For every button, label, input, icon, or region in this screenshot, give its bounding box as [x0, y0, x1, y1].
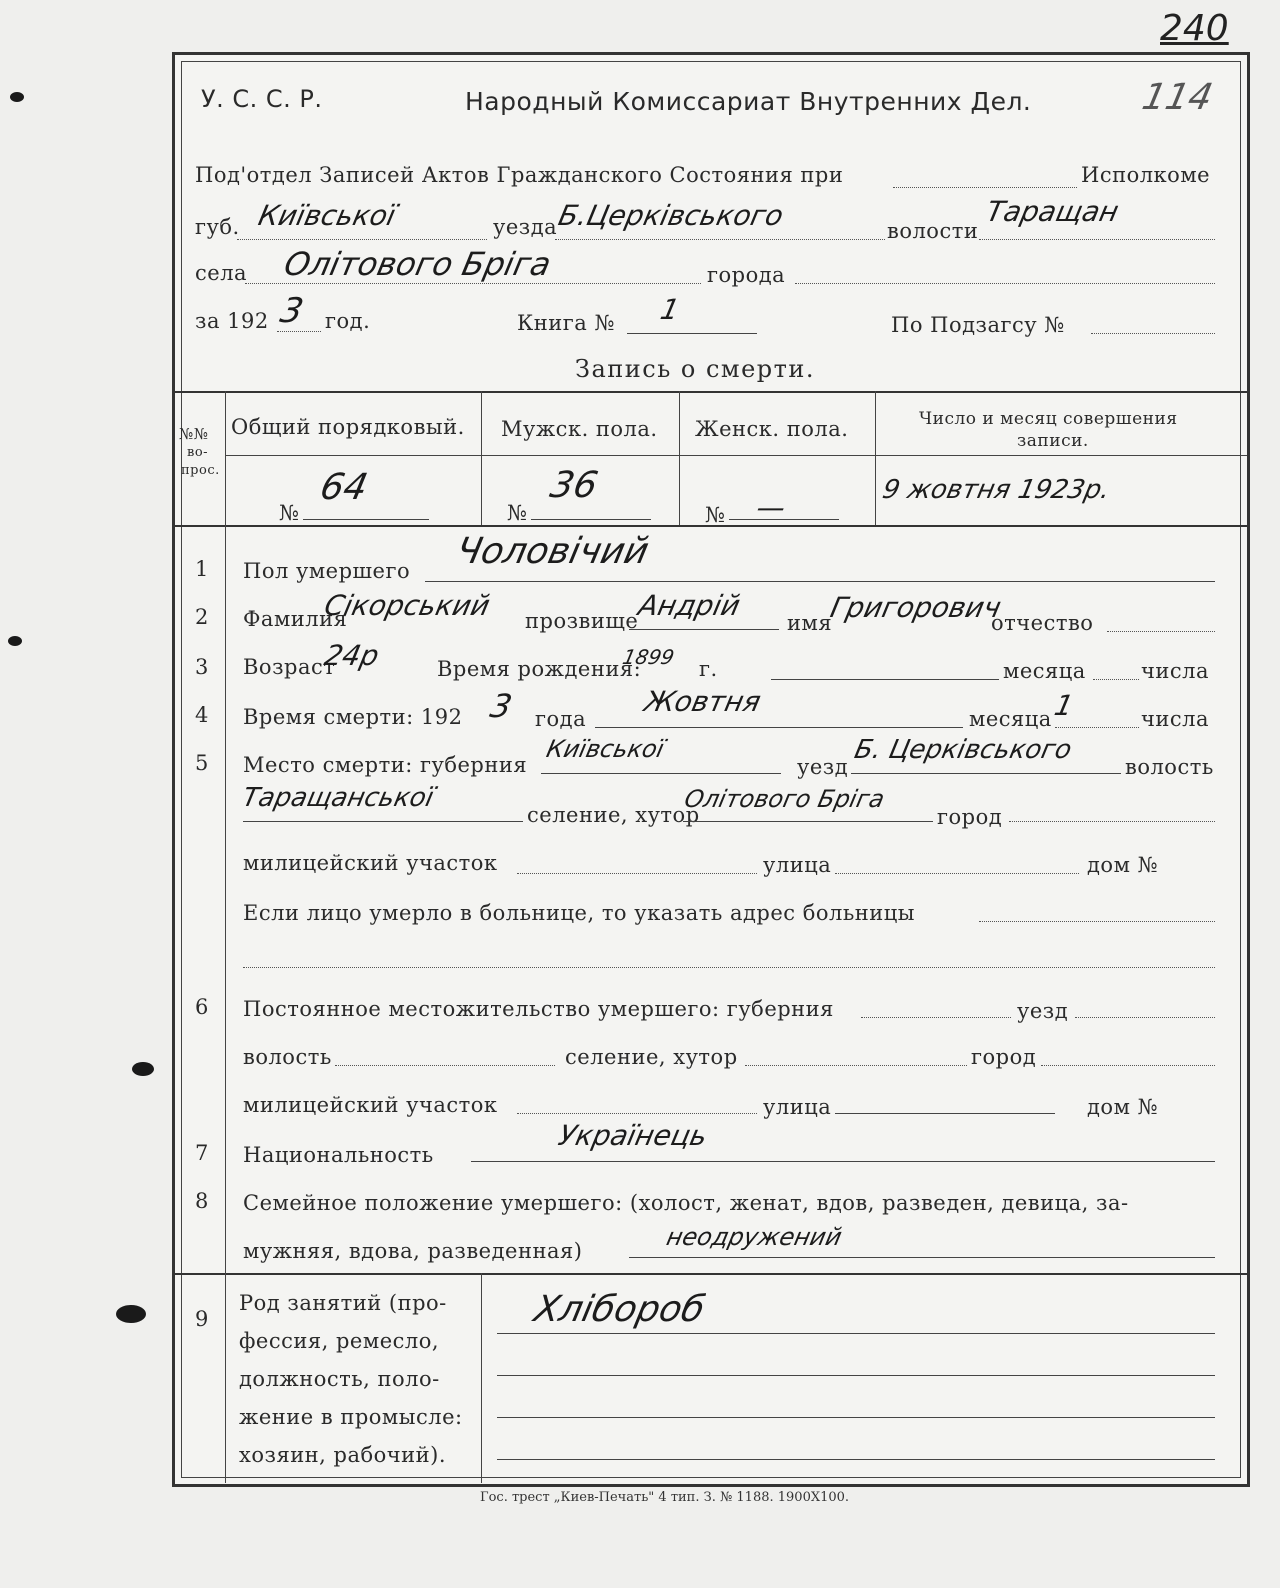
- ussr-label: У. С. С. Р.: [201, 85, 323, 113]
- residence-uezd-label: уезд: [1017, 999, 1069, 1023]
- col-divider: [225, 391, 226, 525]
- occupation-line: [497, 1417, 1215, 1418]
- hospital-label: Если лицо умерло в больнице, то указать адрес больницы: [243, 901, 915, 925]
- commissariat-title: Народный Комиссариат Внутренних Дел.: [465, 87, 1032, 116]
- death-militia-label: милицейский участок: [243, 851, 498, 875]
- death-selenie-value: Олітового Бріга: [682, 785, 887, 813]
- death-gub-line: [541, 773, 781, 774]
- row-number: 9: [195, 1307, 209, 1331]
- general-num-sign: №: [279, 501, 300, 525]
- row-number: 1: [195, 557, 209, 581]
- occupation-label: хозяин, рабочий).: [239, 1443, 447, 1467]
- death-gorod-line: [1009, 821, 1215, 822]
- nationality-line: [471, 1161, 1215, 1162]
- gorod-label: города: [707, 263, 786, 287]
- general-number-value: 64: [316, 467, 372, 508]
- birth-day-label: числа: [1141, 659, 1210, 683]
- printer-footer: Гос. трест „Киев-Печать" 4 тип. З. № 1188. 1900Х100.: [480, 1490, 850, 1505]
- occupation-label: фессия, ремесло,: [239, 1329, 440, 1353]
- gub-line: [237, 239, 487, 240]
- table-top-rule: [175, 391, 1247, 393]
- residence-selenie-line: [745, 1065, 967, 1066]
- name-label: имя: [787, 611, 833, 635]
- death-selenie-line: [683, 821, 933, 822]
- hospital-line-2: [243, 967, 1215, 968]
- death-gub-value: Київської: [544, 735, 667, 763]
- death-gorod-label: город: [937, 805, 1003, 829]
- sex-line: [425, 581, 1215, 582]
- kniga-value: 1: [657, 293, 683, 326]
- record-date-value: 9 жовтня 1923р.: [879, 475, 1113, 505]
- patronymic-line: [1107, 631, 1215, 632]
- birth-label: Время рождения:: [437, 657, 642, 681]
- male-num-sign: №: [507, 501, 528, 525]
- residence-house-label: дом №: [1087, 1095, 1158, 1119]
- death-record-form: [172, 52, 1250, 1487]
- residence-uezd-line: [1075, 1017, 1215, 1018]
- birth-month-label: месяца: [1003, 659, 1086, 683]
- row-number: 4: [195, 703, 209, 727]
- residence-gub-line: [861, 1017, 1011, 1018]
- binder-hole: [116, 1305, 146, 1323]
- death-street-line: [835, 873, 1079, 874]
- general-num-line: [303, 519, 429, 520]
- surname-value: Сікорський: [321, 589, 493, 622]
- kniga-line: [627, 333, 757, 334]
- selo-label: села: [195, 261, 248, 285]
- sex-label: Пол умершего: [243, 559, 411, 583]
- volost-label: волости: [887, 219, 979, 243]
- residence-gorod-line: [1041, 1065, 1215, 1066]
- death-day-label: числа: [1141, 707, 1210, 731]
- female-number-value: —: [753, 491, 789, 524]
- death-house-label: дом №: [1087, 853, 1158, 877]
- female-num-line: [729, 519, 839, 520]
- nickname-label: прозвище: [525, 609, 639, 633]
- col-header-date: Число и месяц совершения: [919, 409, 1178, 429]
- binder-hole: [8, 636, 22, 646]
- volost-line: [979, 239, 1215, 240]
- residence-volost-line: [335, 1065, 555, 1066]
- hospital-line: [979, 921, 1215, 922]
- col-divider: [481, 391, 482, 525]
- nationality-label: Национальность: [243, 1143, 434, 1167]
- death-goda-label: года: [535, 707, 587, 731]
- kniga-label: Книга №: [517, 311, 615, 335]
- death-day-value: 1: [1051, 689, 1077, 722]
- sex-value: Чоловічий: [452, 531, 653, 572]
- nn-label: №№: [179, 425, 209, 443]
- residence-label: Постоянное местожительство умершего: губерния: [243, 997, 834, 1021]
- occupation-line: [497, 1375, 1215, 1376]
- death-street-label: улица: [763, 853, 832, 877]
- residence-gorod-label: город: [971, 1045, 1037, 1069]
- residence-militia-line: [517, 1113, 757, 1114]
- uezd-line: [555, 239, 885, 240]
- gub-label: губ.: [195, 215, 240, 239]
- birth-month-line: [771, 679, 999, 680]
- occupation-label: должность, поло-: [239, 1367, 440, 1391]
- death-month-line: [595, 727, 963, 728]
- nn-label: прос.: [181, 463, 220, 478]
- death-month-value: Жовтня: [641, 685, 764, 718]
- occupation-top-rule: [175, 1273, 1247, 1275]
- gorod-line: [795, 283, 1215, 284]
- death-uezd-value: Б. Церківського: [851, 735, 1075, 765]
- female-num-sign: №: [705, 503, 726, 527]
- death-volost-line: [243, 821, 523, 822]
- year-line: [277, 331, 321, 332]
- col-header-female: Женск. пола.: [695, 417, 849, 441]
- residence-militia-label: милицейский участок: [243, 1093, 498, 1117]
- death-time-label: Время смерти: 192: [243, 705, 463, 729]
- table-body-rule: [175, 525, 1247, 527]
- row-number: 8: [195, 1189, 209, 1213]
- nickname-line: [629, 629, 779, 630]
- birth-year-value: 1899: [620, 645, 677, 669]
- death-uezd-label: уезд: [797, 755, 849, 779]
- corner-mark: 114: [1138, 77, 1217, 118]
- occupation-label: жение в промысле:: [239, 1405, 463, 1429]
- patronymic-label: отчество: [991, 611, 1094, 635]
- row-number: 6: [195, 995, 209, 1019]
- row-number: 7: [195, 1141, 209, 1165]
- nickname-value: Андрій: [635, 589, 744, 622]
- binder-hole: [10, 92, 24, 102]
- nn-label: во-: [187, 445, 209, 460]
- volost-value: Таращан: [983, 195, 1122, 228]
- occupation-label: Род занятий (про-: [239, 1291, 447, 1315]
- col-header-male: Мужск. пола.: [501, 417, 658, 441]
- record-title: Запись о смерти.: [575, 355, 816, 383]
- death-volost-value: Таращанської: [239, 783, 437, 813]
- god-label: год.: [325, 309, 371, 333]
- male-number-value: 36: [546, 465, 602, 506]
- death-month-label: месяца: [969, 707, 1052, 731]
- ispolkom-line: [893, 187, 1077, 188]
- residence-street-line: [835, 1113, 1055, 1114]
- birth-g-label: г.: [699, 657, 718, 681]
- number-column-divider: [225, 525, 226, 1273]
- name-value: Григорович: [827, 591, 1005, 624]
- residence-selenie-label: селение, хутор: [565, 1045, 738, 1069]
- header-mid-rule: [225, 455, 1247, 456]
- binder-hole: [132, 1062, 154, 1076]
- selo-line: [245, 283, 701, 284]
- death-uezd-line: [851, 773, 1121, 774]
- occupation-label-divider: [481, 1273, 482, 1483]
- subdept-label: Под'отдел Записей Актов Гражданского Состояния при: [195, 163, 844, 187]
- death-day-line: [1055, 727, 1139, 728]
- marital-label-2: мужняя, вдова, разведенная): [243, 1239, 583, 1263]
- uezd-label: уезда: [493, 215, 558, 239]
- male-num-line: [531, 519, 651, 520]
- death-place-label: Место смерти: губерния: [243, 753, 528, 777]
- podzags-line: [1091, 333, 1215, 334]
- col-divider: [875, 391, 876, 525]
- age-value: 24р: [321, 639, 382, 672]
- occupation-value: Хлібороб: [530, 1289, 709, 1330]
- surname-label: Фамилия: [243, 607, 348, 631]
- nationality-value: Українець: [555, 1119, 711, 1152]
- death-year-value: 3: [486, 687, 516, 725]
- gub-value: Київської: [255, 199, 399, 232]
- marital-label: Семейное положение умершего: (холост, женат, вдов, разведен, девица, за-: [243, 1191, 1129, 1215]
- occupation-line: [497, 1459, 1215, 1460]
- uezd-value: Б.Церківського: [555, 199, 787, 232]
- death-selenie-label: селение, хутор: [527, 803, 700, 827]
- podzags-label: По Подзагсу №: [891, 313, 1065, 337]
- row-number: 5: [195, 751, 209, 775]
- row-number: 3: [195, 655, 209, 679]
- ispolkom-label: Исполкоме: [1081, 163, 1211, 187]
- col-divider: [679, 391, 680, 525]
- page-number: 240: [1160, 8, 1229, 49]
- col-header-date-2: записи.: [1017, 431, 1089, 451]
- death-volost-label: волость: [1125, 755, 1214, 779]
- birth-day-line: [1093, 679, 1139, 680]
- residence-street-label: улица: [763, 1095, 832, 1119]
- residence-volost-label: волость: [243, 1045, 332, 1069]
- year-label: за 192: [195, 309, 269, 333]
- occupation-line: [497, 1333, 1215, 1334]
- col-header-general: Общий порядковый.: [231, 415, 465, 439]
- age-label: Возраст: [243, 655, 336, 679]
- marital-line: [629, 1257, 1215, 1258]
- marital-value: неодружений: [664, 1223, 845, 1251]
- row-number: 2: [195, 605, 209, 629]
- year-value: 3: [276, 291, 307, 331]
- death-militia-line: [517, 873, 757, 874]
- selo-value: Олітового Бріга: [280, 245, 555, 283]
- occupation-num-divider: [225, 1273, 226, 1483]
